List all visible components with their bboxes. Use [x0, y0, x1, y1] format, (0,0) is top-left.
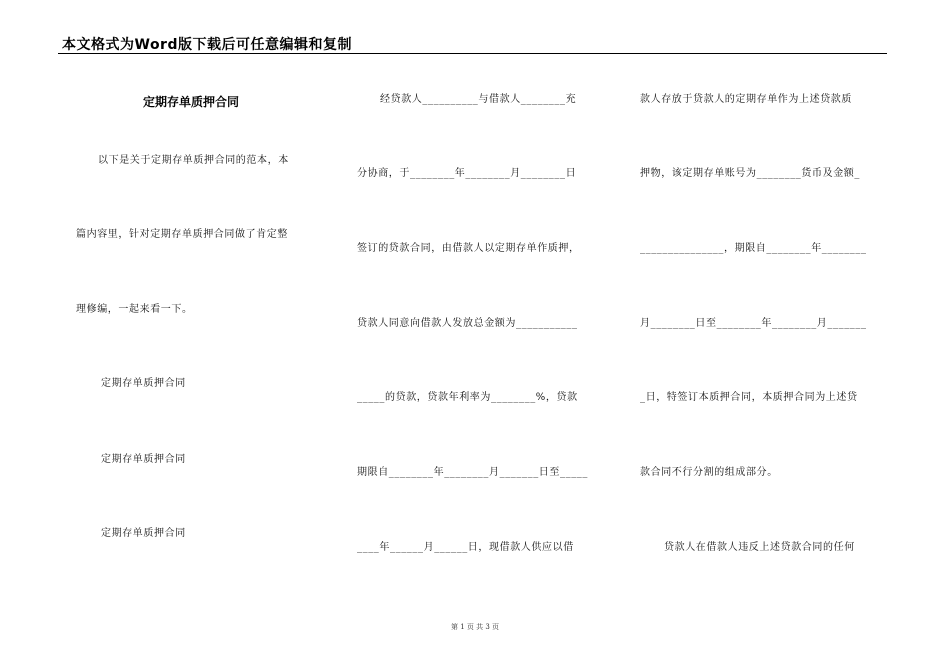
text-line: ____年______月______日，现借款人供应以借: [357, 542, 574, 553]
text-line: 贷款人在借款人违反上述贷款合同的任何: [664, 542, 855, 553]
header-divider: [58, 53, 887, 54]
text-line: 期限自________年________月_______日至_____: [357, 467, 588, 478]
text-line: 款合同不行分割的组成部分。: [640, 467, 778, 478]
text-line: 理修编，一起来看一下。: [76, 304, 193, 315]
text-line: 签订的贷款合同，由借款人以定期存单作质押，: [357, 243, 580, 254]
text-line: 贷款人同意向借款人发放总金额为___________: [357, 318, 578, 329]
page-number: 第 1 页 共 3 页: [450, 623, 500, 631]
text-line: 押物，该定期存单账号为________货币及金额_: [640, 168, 860, 179]
text-line: 分协商，于________年________月________日: [357, 168, 577, 179]
text-line: 月________日至________年________月_______: [640, 318, 867, 329]
document-title: 定期存单质押合同: [142, 95, 239, 109]
text-line: 定期存单质押合同: [101, 378, 186, 389]
text-line: 以下是关于定期存单质押合同的范本，本: [98, 155, 289, 166]
text-line: _______________，期限自________年________: [640, 243, 867, 254]
text-line: 定期存单质押合同: [101, 528, 186, 539]
text-line: 定期存单质押合同: [101, 454, 186, 465]
text-line: 经贷款人__________与借款人________充: [380, 94, 577, 105]
header-title: 本文格式为Word版下载后可任意编辑和复制: [62, 37, 352, 53]
text-line: 篇内容里，针对定期存单质押合同做了肯定整: [76, 229, 288, 240]
text-line: _日，特签订本质押合同，本质押合同为上述贷: [640, 392, 858, 403]
text-line: 款人存放于贷款人的定期存单作为上述贷款质: [640, 94, 852, 105]
text-line: _____的贷款，贷款年利率为________%，贷款: [357, 392, 578, 403]
